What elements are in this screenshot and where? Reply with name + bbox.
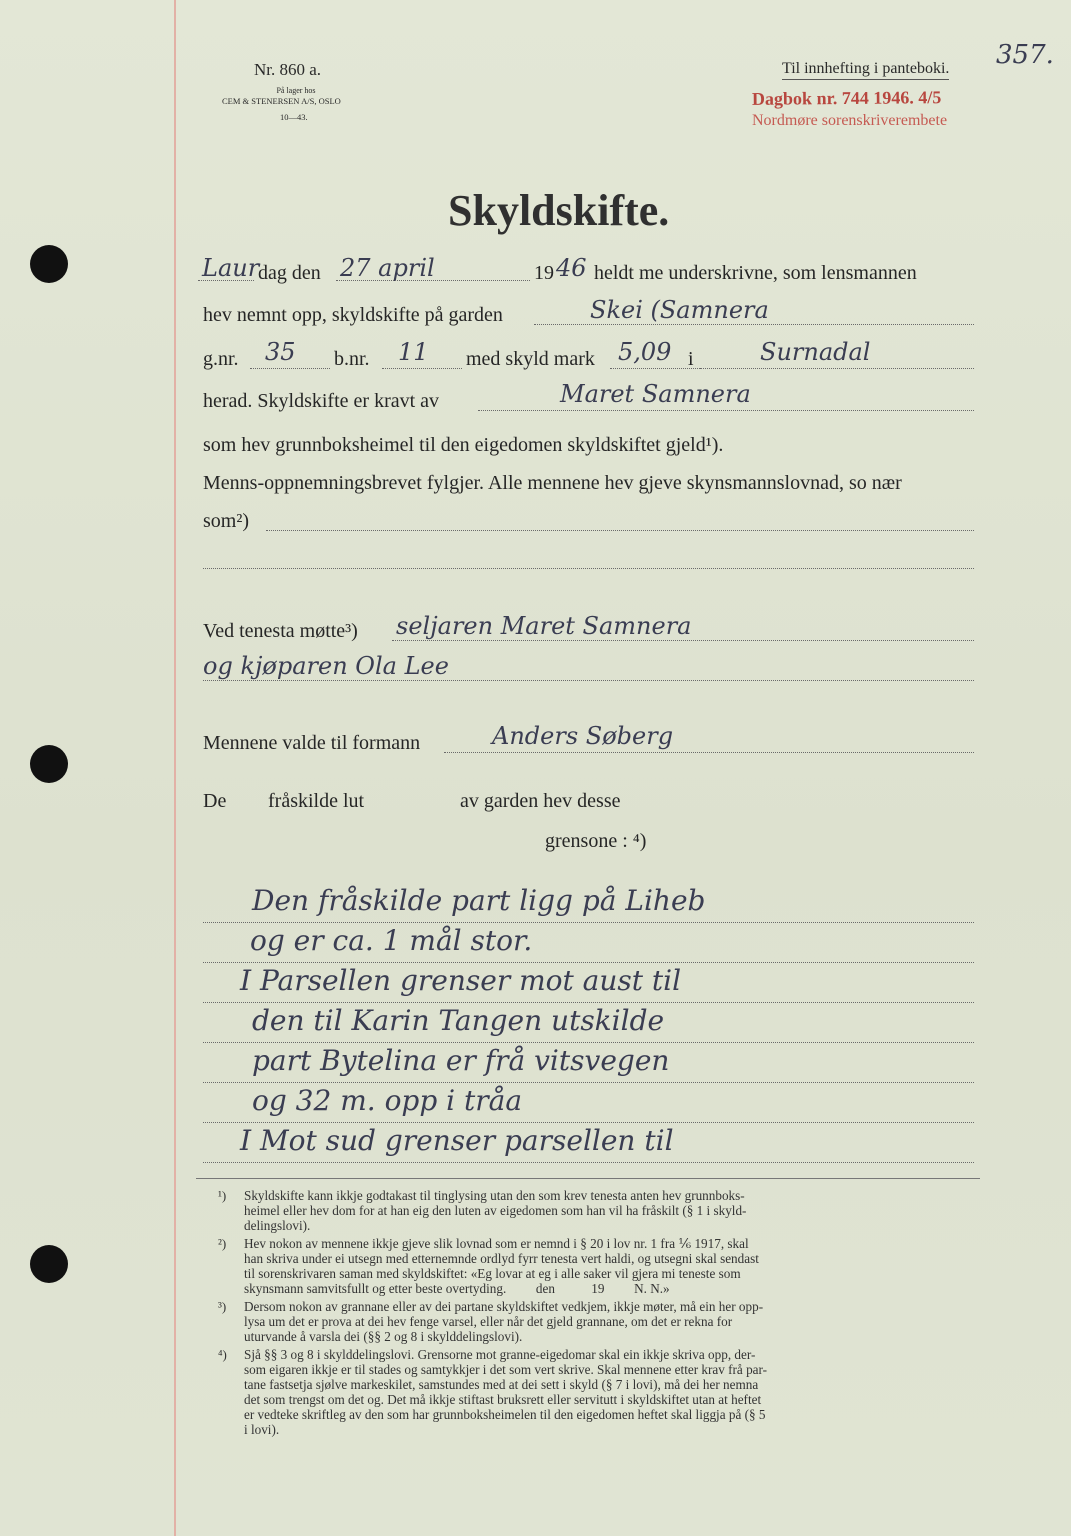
page-title: Skyldskifte. (448, 186, 670, 235)
hw-attendees: og kjøparen Ola Lee (203, 652, 449, 680)
label-de: De (203, 790, 227, 812)
label-fraskilde-lut: fråskilde lut (268, 790, 365, 812)
page-number: 357. (996, 40, 1054, 70)
punch-hole (30, 745, 68, 783)
footnote-line: heimel eller hev dom for at han eig den luten av eigedomen som han vil ha fråskilt (§ 1 i skyld- (244, 1203, 747, 1218)
label-skyldskifte-garden: hev nemnt opp, skyldskifte på garden (203, 304, 503, 326)
fill-line (444, 752, 974, 753)
hw-herad: Surnadal (760, 338, 871, 366)
label-menns-oppnemning: Menns-oppnemningsbrevet fylgjer. Alle mennene hev gjeve skynsmannslovnad, so nær (203, 472, 902, 494)
fill-line (203, 1082, 974, 1083)
fill-line (203, 1002, 974, 1003)
fill-line (382, 368, 462, 369)
footnote-line: skynsmann samvitsfullt og etter beste overtyding. den 19 N. N.» (244, 1281, 670, 1296)
footnote-line: er vedteke skriftleg av den som har grunnboksheimelen til den eigedomen heftet skal liggja på (§ 5 (244, 1407, 766, 1422)
punch-hole (30, 1245, 68, 1283)
attach-note: Til innhefting i panteboki. (782, 60, 949, 80)
hw-bnr: 11 (398, 338, 429, 366)
hw-description-line: part Bytelina er frå vitsvegen (252, 1044, 670, 1077)
registry-stamp-office: Nordmøre sorenskriverembete (752, 112, 948, 129)
label-kravt-av: herad. Skyldskifte er kravt av (203, 390, 440, 412)
hw-weekday: Laur (202, 254, 260, 282)
label-dag-den: dag den (258, 262, 321, 284)
fill-line (203, 568, 974, 569)
form-number: Nr. 860 a. (254, 60, 322, 79)
hw-description-line: Den fråskilde part ligg på Liheb (252, 884, 706, 917)
footnote-mark: ²) (218, 1236, 227, 1251)
label-bnr: b.nr. (334, 348, 370, 370)
label-century: 19 (534, 262, 554, 284)
hw-chairman: Anders Søberg (492, 722, 674, 750)
footnote-3 (244, 1299, 984, 1344)
footnote-line: til sorenskrivaren saman med skyldskiftet: «Eg lovar at eg i alle saker vil gjera mi teneste som (244, 1266, 741, 1281)
hw-date: 27 april (340, 254, 435, 282)
footnote-line: lysa um det er prova at dei hev fenge varsel, eller når det gjeld grannane, om det er rekna for (244, 1314, 733, 1329)
footnote-line: som eigaren ikkje er til stades og samtykkjer i det som vert skrive. Skal mennene etter krav frå par- (244, 1362, 768, 1377)
punch-hole (30, 245, 68, 283)
label-grunnboksheimel: som hev grunnboksheimel til den eigedomen skyldskiftet gjeld¹). (203, 434, 724, 456)
hw-description-line: I Mot sud grenser parsellen til (240, 1124, 674, 1157)
label-ved-tenesta: Ved tenesta møtte³) (203, 620, 358, 642)
footnote-line: tane fastsetja sjølve markeskilet, samstundes med at dei sett i skyld (§ 7 i lovi), må dei her nemna (244, 1377, 759, 1392)
printer-line: 10—43. (280, 112, 308, 122)
printer-line: CEM & STENERSEN A/S, OSLO (222, 96, 341, 106)
hw-requester: Maret Samnera (560, 380, 751, 408)
fill-line (203, 1162, 974, 1163)
fill-line (203, 922, 974, 923)
footnote-line: Dersom nokon av grannane eller av dei partane skyldskiftet vedkjem, ikkje møter, må ein her opp- (244, 1299, 764, 1314)
hw-description-line: og er ca. 1 mål stor. (250, 924, 533, 957)
hw-attendees: seljaren Maret Samnera (396, 612, 692, 640)
footnote-4 (244, 1347, 984, 1437)
label-som: som²) (203, 510, 249, 532)
fill-line (392, 640, 974, 641)
footnote-line: Sjå §§ 3 og 8 i skylddelingslovi. Grensorne mot granne-eigedomar skal ein ikkje skriva opp, der- (244, 1347, 756, 1362)
footnote-line: delingslovi). (244, 1218, 311, 1233)
printer-line: På lager hos (276, 86, 316, 95)
hw-mark: 5,09 (618, 338, 672, 366)
footnote-1 (244, 1188, 984, 1233)
label-grensone: grensone : ⁴) (545, 830, 647, 852)
hw-description-line: den til Karin Tangen utskilde (252, 1004, 665, 1037)
fill-line (266, 530, 974, 531)
footnote-line: Skyldskifte kann ikkje godtakast til tinglysing utan den som krev tenesta anten hev grunnboks- (244, 1188, 745, 1203)
footnote-mark: ³) (218, 1299, 227, 1314)
footnote-2 (244, 1236, 984, 1296)
margin-line (174, 0, 176, 1536)
fill-line (198, 280, 254, 281)
fill-line (203, 680, 974, 681)
fill-line (203, 1122, 974, 1123)
label-gnr: g.nr. (203, 348, 239, 370)
footnote-line: uturvande å varsla dei (§§ 2 og 8 i skylddelingslovi). (244, 1329, 523, 1344)
footnote-mark: ⁴) (218, 1347, 227, 1362)
fill-line (534, 324, 974, 325)
label-formann: Mennene valde til formann (203, 732, 421, 754)
fill-line (203, 962, 974, 963)
label-i: i (688, 348, 694, 370)
hw-description-line: og 32 m. opp i tråa (252, 1084, 523, 1117)
footnote-line: det som trengst om det og. Det må ikkje stiftast bruksrett eller servitutt i skyldskiftet utan at heftet (244, 1392, 762, 1407)
hw-year: 46 (556, 254, 587, 282)
footnote-divider (196, 1178, 980, 1179)
footnote-line: han skriva under ei utsegn med etternemnde ordlyd fyrr tenesta vert haldi, og utsegni skal sendast (244, 1251, 759, 1266)
fill-line (478, 410, 974, 411)
label-heldt: heldt me underskrivne, som lensmannen (594, 262, 917, 284)
hw-description-line: I Parsellen grenser mot aust til (240, 964, 682, 997)
hw-farm: Skei (Samnera (590, 296, 769, 324)
label-skyld-mark: med skyld mark (466, 348, 595, 370)
fill-line (203, 1042, 974, 1043)
footnote-mark: ¹) (218, 1188, 227, 1203)
label-av-garden: av garden hev desse (460, 790, 621, 812)
footnote-line: Hev nokon av mennene ikkje gjeve slik lovnad som er nemnd i § 20 i lov nr. 1 fra ⅙ 1917, skal (244, 1236, 749, 1251)
hw-gnr: 35 (265, 338, 296, 366)
footnote-line: i lovi). (244, 1422, 280, 1437)
registry-stamp: Dagbok nr. 744 1946. 4/5 (751, 87, 942, 109)
fill-line (336, 280, 530, 281)
fill-line (700, 368, 974, 369)
fill-line (250, 368, 330, 369)
